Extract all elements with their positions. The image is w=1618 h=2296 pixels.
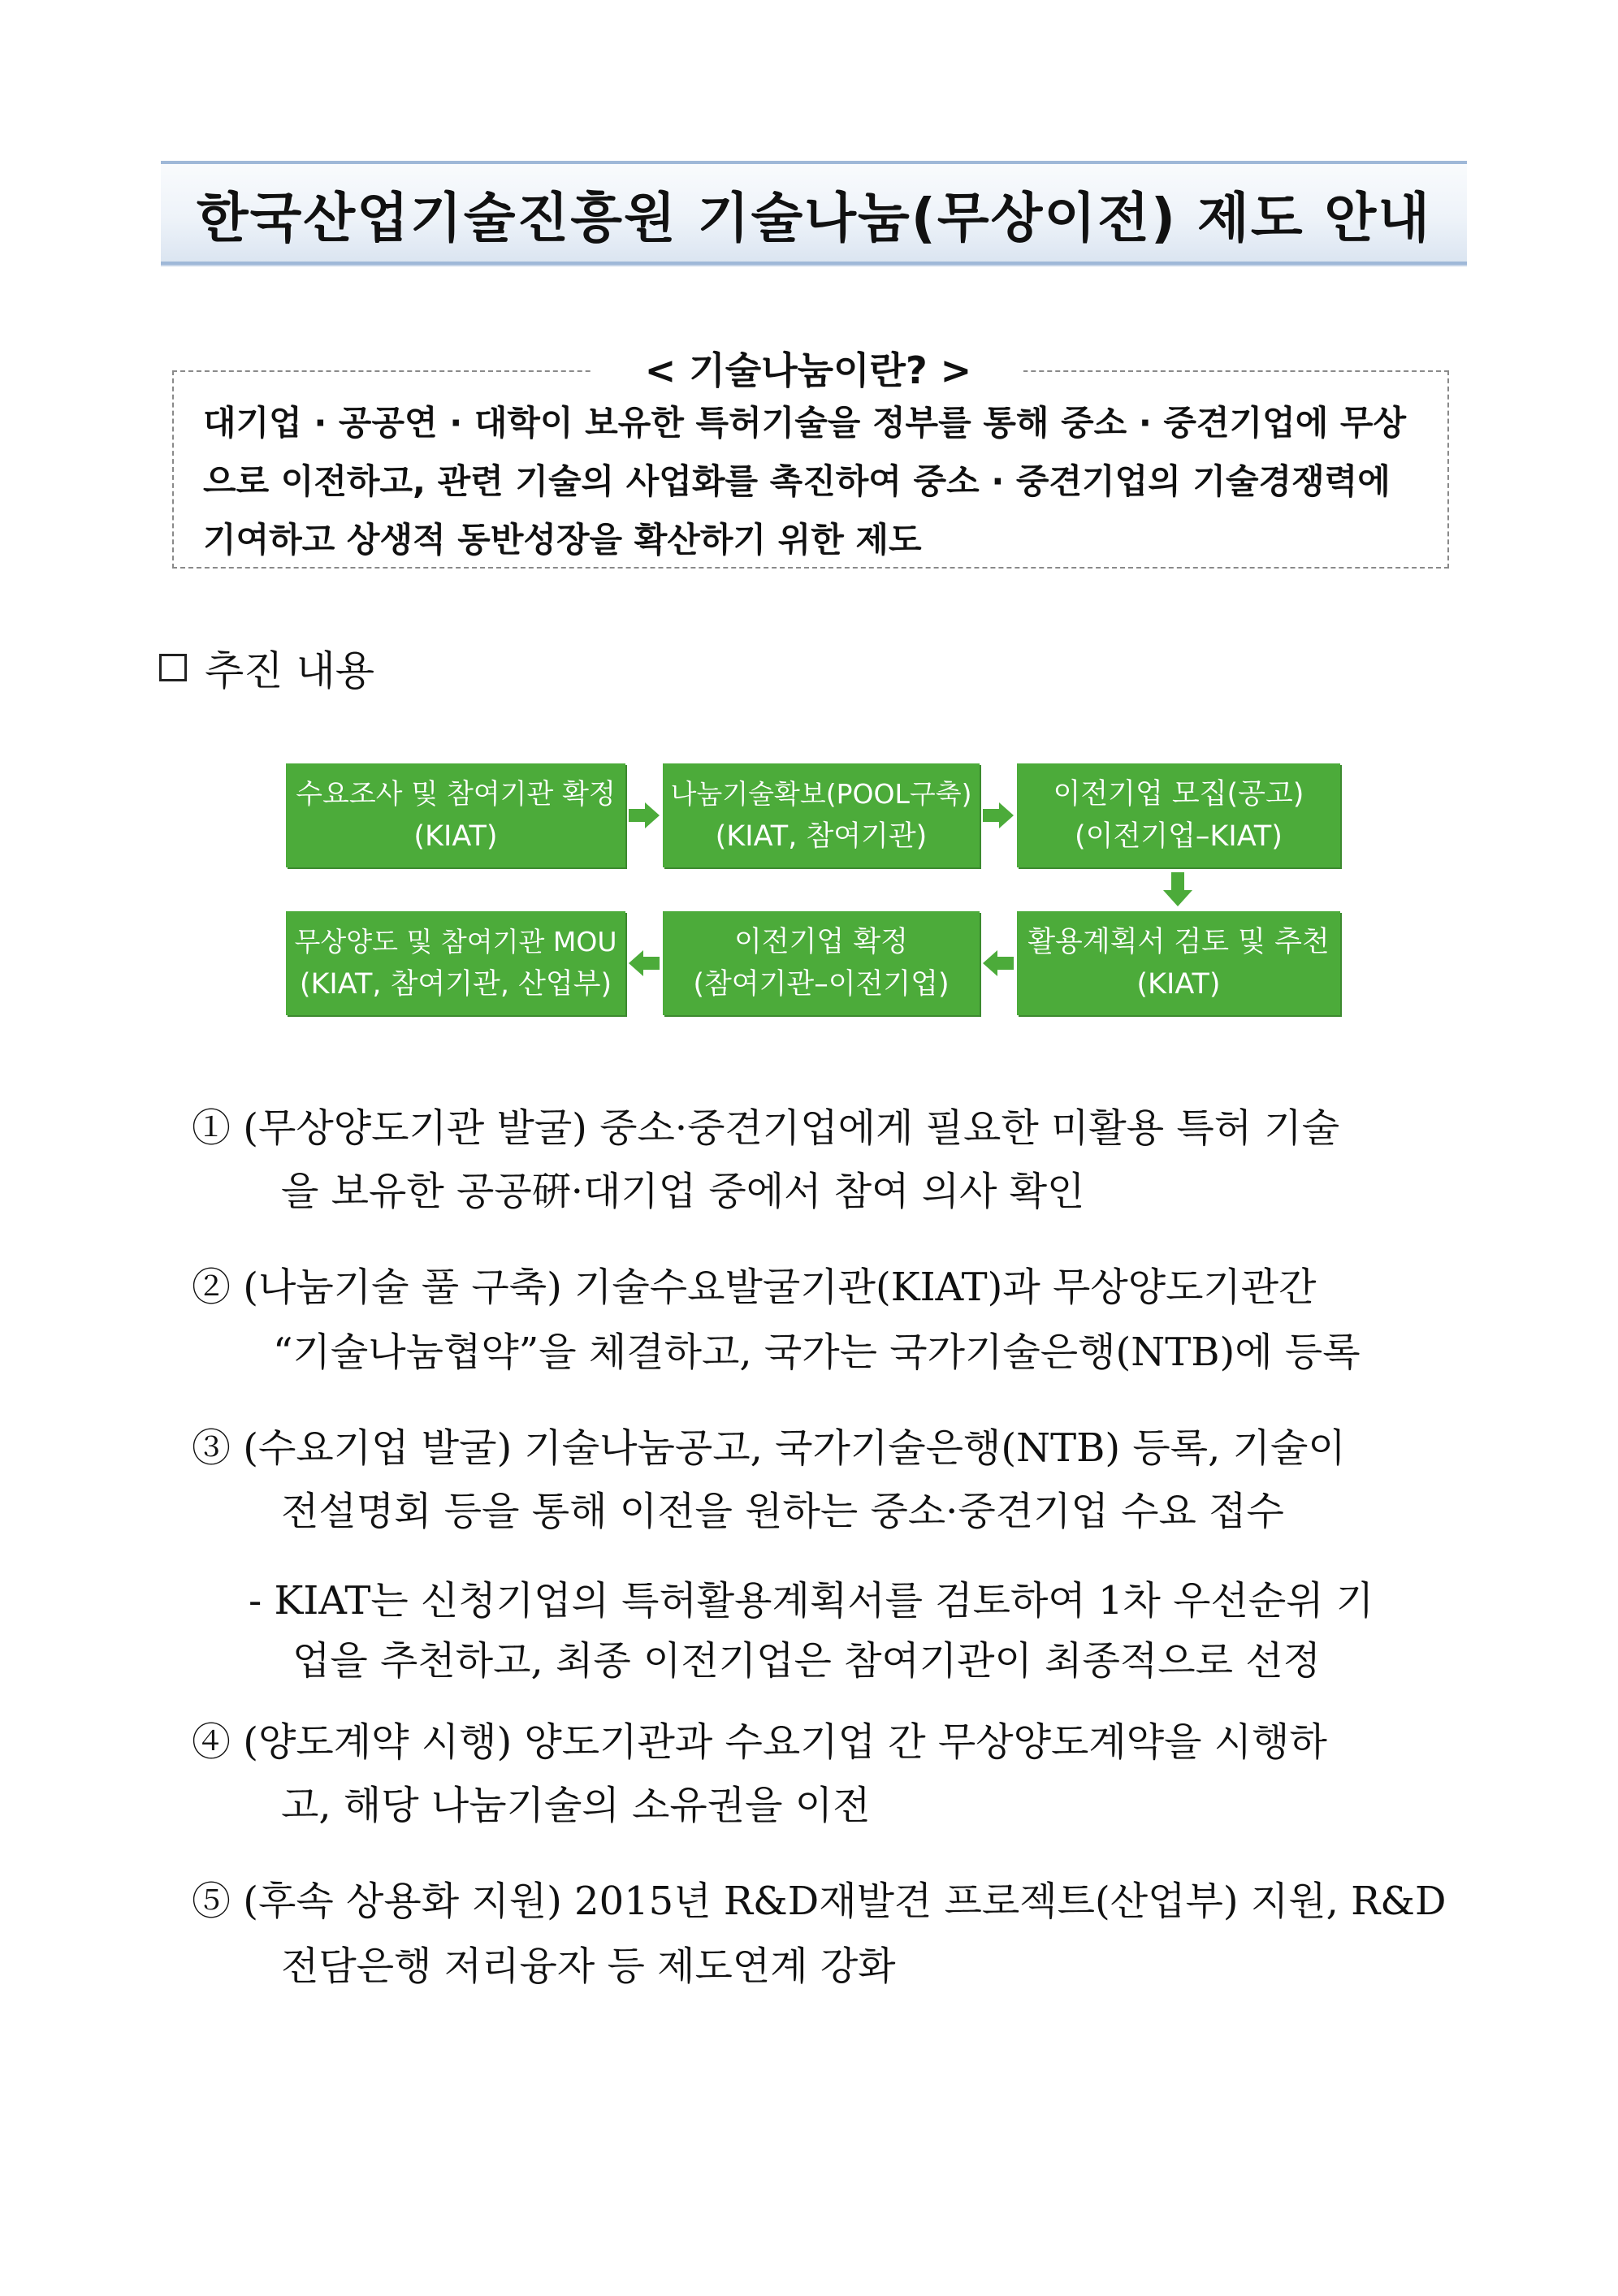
flow-step-title: 이전기업 모집(공고): [1053, 778, 1304, 811]
flow-step-actor: (KIAT): [1136, 968, 1221, 1001]
flow-step-actor: (KIAT, 참여기관, 산업부): [299, 968, 612, 1001]
flow-step: [286, 763, 625, 867]
definition-line: 기여하고 상생적 동반성장을 확산하기 위한 제도: [203, 520, 922, 560]
arrow-down-icon: [1162, 871, 1194, 908]
flow-step-title: 나눔기술확보(POOL구축): [670, 778, 972, 810]
definition-line: 으로 이전하고, 관련 기술의 사업화를 촉진하여 중소 · 중견기업의 기술경쟁력에: [203, 461, 1391, 501]
flow-step: [663, 763, 980, 867]
item-line: 을 보유한 공공硏·대기업 중에서 참여 의사 확인: [281, 1169, 1085, 1214]
title-banner: [161, 161, 1467, 265]
flow-step-actor: (KIAT, 참여기관): [715, 820, 928, 853]
flow-step: [663, 911, 980, 1015]
item-line: ③ (수요기업 발굴) 기술나눔공고, 국가기술은행(NTB) 등록, 기술이: [192, 1425, 1346, 1471]
flow-step-title: 활용계획서 검토 및 추천: [1027, 926, 1330, 958]
checkbox-icon: [159, 654, 187, 681]
definition-line: 대기업 · 공공연 · 대학이 보유한 특허기술을 정부를 통해 중소 · 중견기업에 무상: [203, 403, 1407, 443]
flow-step: [1017, 763, 1340, 867]
flow-step-actor: (참여기관–이전기업): [693, 968, 950, 1001]
item-line: 고, 해당 나눔기술의 소유권을 이전: [281, 1783, 871, 1828]
sub-item-line: - KIAT는 신청기업의 특허활용계획서를 검토하여 1차 우선순위 기: [249, 1578, 1374, 1624]
item-line: ⑤ (후속 상용화 지원) 2015년 R&D재발견 프로젝트(산업부) 지원, R&D: [192, 1879, 1447, 1924]
item-line: 전설명회 등을 통해 이전을 원하는 중소·중견기업 수요 접수: [281, 1489, 1284, 1534]
flow-step-actor: (KIAT): [413, 820, 498, 853]
arrow-right-icon: [981, 799, 1015, 832]
flow-step-title: 무상양도 및 참여기관 MOU: [294, 926, 617, 958]
flow-step: [286, 911, 625, 1015]
arrow-left-icon: [627, 947, 661, 979]
flow-step-actor: (이전기업–KIAT): [1075, 820, 1283, 853]
item-line: ① (무상양도기관 발굴) 중소·중견기업에게 필요한 미활용 특허 기술: [192, 1105, 1340, 1151]
section-header: [159, 638, 374, 697]
definition-label: < 기술나눔이란? >: [593, 339, 1023, 396]
item-line: 전담은행 저리융자 등 제도연계 강화: [281, 1944, 896, 1989]
arrow-right-icon: [627, 799, 661, 832]
flow-step-title: 수요조사 및 참여기관 확정: [296, 778, 616, 811]
item-line: ④ (양도계약 시행) 양도기관과 수요기업 간 무상양도계약을 시행하: [192, 1719, 1327, 1765]
item-line: ② (나눔기술 풀 구축) 기술수요발굴기관(KIAT)과 무상양도기관간: [192, 1265, 1317, 1310]
arrow-left-icon: [981, 947, 1015, 979]
flow-step-title: 이전기업 확정: [734, 926, 908, 958]
page-title: 한국산업기술진흥원 기술나눔(무상이전) 제도 안내: [196, 186, 1432, 249]
item-line: “기술나눔협약”을 체결하고, 국가는 국가기술은행(NTB)에 등록: [273, 1330, 1361, 1375]
sub-item-line: 업을 추천하고, 최종 이전기업은 참여기관이 최종적으로 선정: [292, 1638, 1322, 1684]
flow-step: [1017, 911, 1340, 1015]
section-title: 추진 내용: [205, 647, 375, 694]
